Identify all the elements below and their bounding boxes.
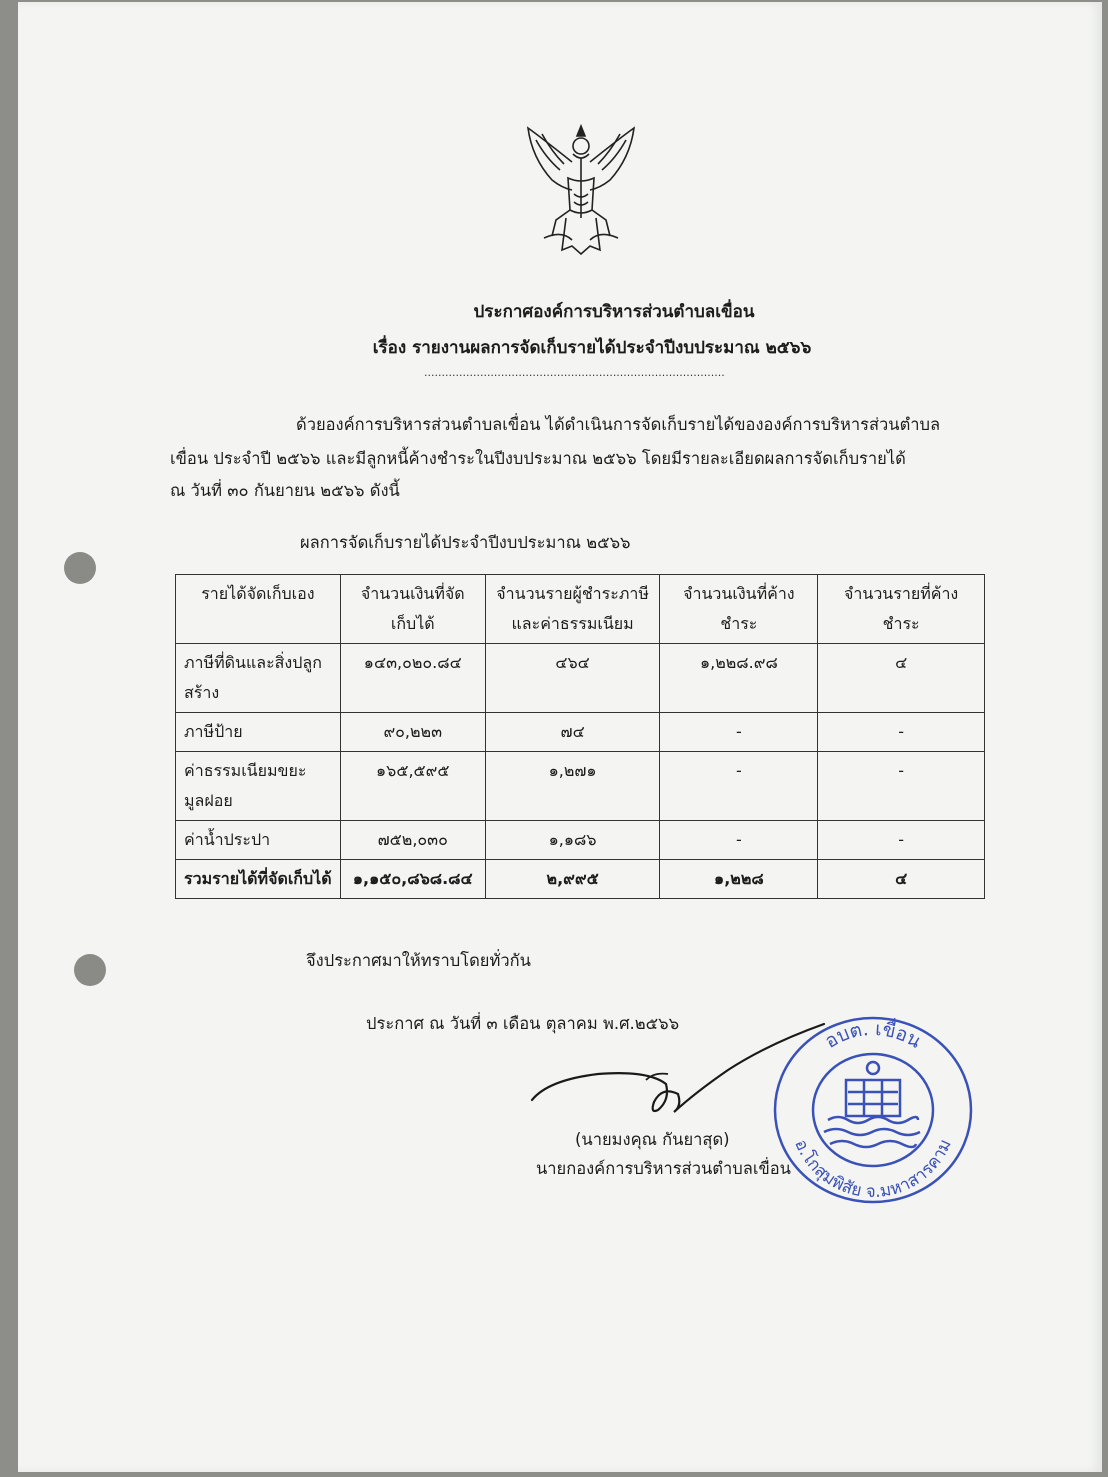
cell-revenue-type: ภาษีที่ดินและสิ่งปลูกสร้าง — [176, 644, 341, 713]
cell-payer-count: ๔๖๔ — [485, 644, 660, 713]
punch-hole-bottom — [74, 954, 106, 986]
cell-total-payer-count: ๒,๙๙๕ — [485, 860, 660, 899]
stamp-bottom-text: อ.โกสุมพิสัย จ.มหาสารคาม — [790, 1136, 956, 1203]
announcement-date: ประกาศ ณ วันที่ ๓ เดือน ตุลาคม พ.ศ.๒๕๖๖ — [366, 1014, 680, 1033]
cell-payer-count: ๑,๑๘๖ — [485, 821, 660, 860]
official-stamp — [768, 1010, 978, 1210]
stamp-top-text: อบต. เขื่อน — [821, 1017, 925, 1053]
table-row — [176, 821, 985, 860]
paragraph-line-1: ด้วยองค์การบริหารส่วนตำบลเขื่อน ได้ดำเนินการจัดเก็บรายได้ขององค์การบริหารส่วนตำบล — [296, 415, 941, 434]
signer-name: (นายมงคุณ กันยาสุด) — [575, 1130, 730, 1149]
cell-amount-collected: ๗๕๒,๐๓๐ — [340, 821, 485, 860]
table-heading: ผลการจัดเก็บรายได้ประจำปีงบประมาณ ๒๕๖๖ — [300, 533, 631, 552]
cell-outstanding-count: - — [818, 752, 985, 821]
revenue-table — [175, 574, 985, 899]
table-row — [176, 713, 985, 752]
cell-amount-collected: ๑๖๕,๕๙๕ — [340, 752, 485, 821]
cell-amount-outstanding: - — [660, 752, 818, 821]
cell-total-amount-outstanding: ๑,๒๒๘ — [660, 860, 818, 899]
title-separator: ...................................................................................... — [424, 366, 725, 379]
paragraph-line-3: ณ วันที่ ๓๐ กันยายน ๒๕๖๖ ดังนี้ — [170, 481, 400, 500]
header-revenue-type: รายได้จัดเก็บเอง — [176, 575, 341, 644]
cell-outstanding-count: ๔ — [818, 644, 985, 713]
table-row — [176, 644, 985, 713]
cell-amount-outstanding: ๑,๒๒๘.๙๘ — [660, 644, 818, 713]
signer-position: นายกองค์การบริหารส่วนตำบลเขื่อน — [536, 1159, 791, 1178]
header-amount-outstanding: จำนวนเงินที่ค้างชำระ — [660, 575, 818, 644]
cell-amount-outstanding: - — [660, 713, 818, 752]
table-total-row — [176, 860, 985, 899]
header-outstanding-count: จำนวนรายที่ค้างชำระ — [818, 575, 985, 644]
header-payer-count: จำนวนรายผู้ชำระภาษีและค่าธรรมเนียม — [485, 575, 660, 644]
paragraph-line-2: เขื่อน ประจำปี ๒๕๖๖ และมีลูกหนี้ค้างชำระในปีงบประมาณ ๒๕๖๖ โดยมีรายละเอียดผลการจัดเก็บรายได้ — [170, 449, 906, 468]
punch-hole-top — [64, 552, 96, 584]
cell-total-outstanding-count: ๔ — [818, 860, 985, 899]
header-amount-collected: จำนวนเงินที่จัดเก็บได้ — [340, 575, 485, 644]
cell-revenue-type: ภาษีป้าย — [176, 713, 341, 752]
cell-revenue-type: ค่าน้ำประปา — [176, 821, 341, 860]
cell-outstanding-count: - — [818, 821, 985, 860]
cell-total-label: รวมรายได้ที่จัดเก็บได้ — [176, 860, 341, 899]
cell-revenue-type: ค่าธรรมเนียมขยะมูลฝอย — [176, 752, 341, 821]
table-row — [176, 752, 985, 821]
cell-amount-collected: ๙๐,๒๒๓ — [340, 713, 485, 752]
garuda-emblem — [522, 118, 640, 256]
cell-outstanding-count: - — [818, 713, 985, 752]
cell-amount-outstanding: - — [660, 821, 818, 860]
announcement-subject: เรื่อง รายงานผลการจัดเก็บรายได้ประจำปีงบประมาณ ๒๕๖๖ — [372, 338, 812, 358]
closing-text: จึงประกาศมาให้ทราบโดยทั่วกัน — [306, 951, 531, 970]
table-header-row — [176, 575, 985, 644]
cell-payer-count: ๑,๒๗๑ — [485, 752, 660, 821]
svg-text:อบต. เขื่อน — [821, 1016, 925, 1053]
cell-payer-count: ๗๔ — [485, 713, 660, 752]
cell-total-amount-collected: ๑,๑๕๐,๘๖๘.๘๔ — [340, 860, 485, 899]
cell-amount-collected: ๑๔๓,๐๒๐.๘๔ — [340, 644, 485, 713]
announcement-title: ประกาศองค์การบริหารส่วนตำบลเขื่อน — [473, 302, 755, 322]
